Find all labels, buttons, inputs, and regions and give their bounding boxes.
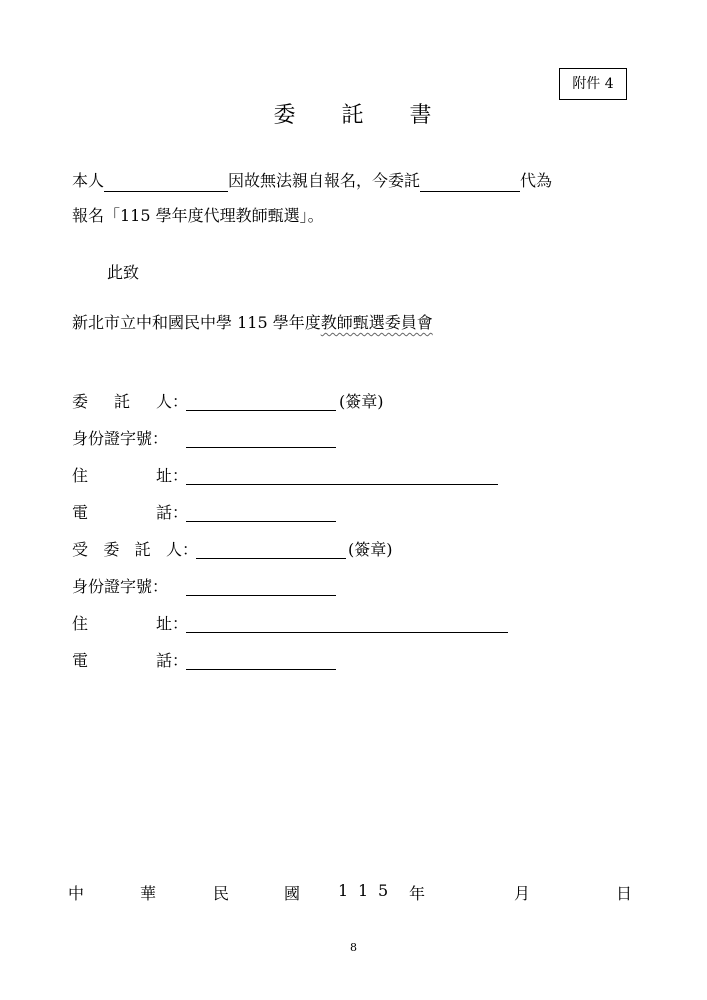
title-char-1: 委 [273, 103, 298, 128]
delegator-id-field[interactable] [186, 447, 336, 448]
date-year-digit: 1 [338, 881, 349, 900]
delegate-id-label: 身份證字號： [72, 577, 169, 596]
date-day-char: 日 [616, 884, 633, 903]
date-char: 中 [68, 884, 85, 903]
delegate-name-colon: ： [182, 540, 199, 559]
statement-middle: 因故無法親自報名，今委託 [228, 171, 421, 190]
title-char-3: 書 [409, 103, 434, 128]
delegator-address-field[interactable] [186, 484, 498, 485]
statement-line-2: 報名「115 學年度代理教師甄選」。 [72, 206, 324, 225]
delegate-address-field[interactable] [186, 632, 508, 633]
delegator-name-blank[interactable] [104, 173, 228, 192]
title-char-2: 託 [341, 103, 366, 128]
salutation: 此致 [107, 263, 140, 282]
date-year-char: 年 [409, 884, 426, 903]
delegate-name-field[interactable] [196, 558, 346, 559]
document-title [0, 98, 707, 129]
statement-prefix: 本人 [72, 171, 105, 190]
statement-suffix: 代為 [520, 171, 553, 190]
delegate-sign-note: (簽章) [348, 540, 393, 559]
delegate-name-blank[interactable] [420, 173, 520, 192]
delegate-name-label: 受 委 託 人 [72, 540, 182, 559]
date-char: 國 [284, 884, 301, 903]
delegator-phone-field[interactable] [186, 521, 336, 522]
delegate-address-colon: ： [172, 614, 189, 633]
delegator-id-label: 身份證字號： [72, 429, 169, 448]
attachment-label: 附件 4 [559, 68, 627, 100]
page-number: 8 [350, 941, 357, 954]
delegator-name-colon: ： [172, 392, 189, 411]
delegator-sign-note: (簽章) [339, 392, 384, 411]
date-char: 華 [140, 884, 157, 903]
delegator-address-colon: ： [172, 466, 189, 485]
recipient-plain: 新北市立中和國民中學 115 學年度 [72, 313, 321, 332]
delegator-name-field[interactable] [186, 410, 336, 411]
delegate-address-label: 住 址 [72, 614, 172, 633]
date-month-char: 月 [514, 884, 531, 903]
delegator-name-label: 委 託 人 [72, 392, 172, 411]
delegate-phone-field[interactable] [186, 669, 336, 670]
date-char: 民 [213, 884, 230, 903]
delegator-phone-label: 電 話 [72, 503, 172, 522]
delegate-phone-label: 電 話 [72, 651, 172, 670]
statement-line-1 [72, 170, 552, 192]
recipient-line [72, 312, 433, 334]
delegator-phone-colon: ： [172, 503, 189, 522]
recipient-underlined: 教師甄選委員會 [320, 313, 433, 332]
delegate-phone-colon: ： [172, 651, 189, 670]
date-year-digit: 1 [358, 881, 369, 900]
date-year-digit: 5 [378, 881, 389, 900]
delegator-address-label: 住 址 [72, 466, 172, 485]
delegate-id-field[interactable] [186, 595, 336, 596]
